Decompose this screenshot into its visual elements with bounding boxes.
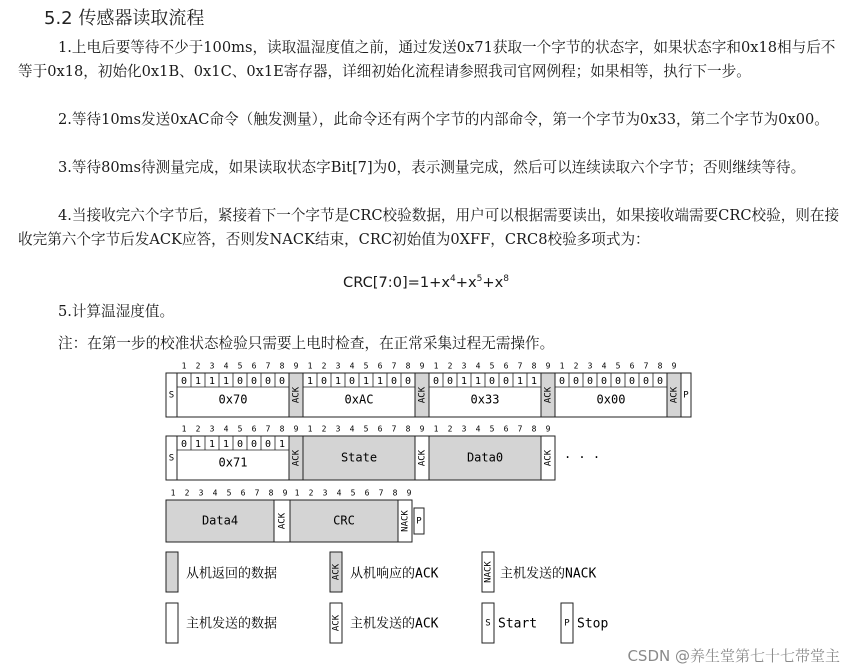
formula-exp-2: 5: [476, 274, 483, 285]
row3-byte-0-bit-7: 7: [254, 488, 260, 498]
legend-master-ack-label: 主机发送的ACK: [350, 616, 439, 632]
row3-byte-0-label: Data4: [201, 513, 239, 528]
row1-byte-2-bit-value: 0: [488, 376, 496, 387]
row1-byte-3-ack-label: ACK: [669, 386, 680, 404]
row1-byte-2-bit-value: 1: [530, 376, 538, 387]
row3-byte-0-bit-9: 9: [282, 488, 288, 498]
row2-byte-0-bit-value: 1: [222, 439, 230, 450]
row1-byte-2-label: 0x33: [470, 392, 500, 407]
row2-byte-1-bit-7: 7: [391, 424, 397, 434]
row2-byte-2-bit-2: 2: [447, 424, 453, 434]
row1-byte-2-bit-9: 9: [545, 361, 551, 371]
row1-byte-0-bit-value: 1: [194, 376, 202, 387]
row1-byte-1-label: 0xAC: [344, 392, 374, 407]
row3-byte-1-bit-6: 6: [364, 488, 370, 498]
row1-byte-3-bit-value: 0: [558, 376, 566, 387]
legend-master-nack-label: 主机发送的NACK: [500, 566, 597, 582]
row1-byte-2-bit-value: 1: [474, 376, 482, 387]
row2-byte-1-bit-2: 2: [321, 424, 327, 434]
formula-exp-1: 4: [450, 274, 456, 285]
row2-byte-0-bit-1: 1: [181, 424, 187, 434]
formula-exp-3: 8: [503, 274, 509, 285]
formula-term-2: +x: [455, 274, 477, 291]
row1-byte-0-bit-5: 5: [237, 361, 243, 371]
row1-byte-2-bit-4: 4: [475, 361, 481, 371]
row1-byte-0-bit-2: 2: [195, 361, 201, 371]
row3-byte-1-bit-3: 3: [322, 488, 328, 498]
row1-byte-1-bit-8: 8: [405, 361, 411, 371]
row2-byte-0-bit-4: 4: [223, 424, 229, 434]
row2-ellipsis: · · ·: [563, 450, 601, 465]
row3-byte-0-bit-4: 4: [212, 488, 218, 498]
row3-byte-1-label: CRC: [333, 513, 355, 528]
row1-byte-3-bit-value: 0: [572, 376, 580, 387]
row3-byte-0-bit-8: 8: [268, 488, 274, 498]
row2-byte-0-bit-7: 7: [265, 424, 271, 434]
row1-byte-2-bit-value: 0: [446, 376, 454, 387]
row1-byte-1-bit-3: 3: [335, 361, 341, 371]
row1-byte-0-bit-7: 7: [265, 361, 271, 371]
row1-byte-1-bit-value: 0: [404, 376, 412, 387]
row2-start-symbol: S: [168, 453, 175, 464]
row1-byte-2-bit-value: 1: [516, 376, 524, 387]
row2-byte-1-label: State: [340, 450, 378, 465]
row2-byte-1-bit-4: 4: [349, 424, 355, 434]
row1-byte-0-bit-1: 1: [181, 361, 187, 371]
row1-byte-3-bit-7: 7: [643, 361, 649, 371]
row1-byte-3-bit-5: 5: [615, 361, 621, 371]
row1-byte-2-bit-5: 5: [489, 361, 495, 371]
row3-nack-label: NACK: [400, 510, 411, 532]
row2-byte-0-bit-value: 0: [236, 439, 244, 450]
legend-slave-ack-swatch-label: ACK: [331, 563, 342, 581]
row1-byte-3-bit-1: 1: [559, 361, 565, 371]
paragraph-step-4: 4.当接收完六个字节后，紧接着下一个字节是CRC校验数据，用户可以根据需要读出，如果接收端需要CRC校验，则在接收完第六个字节后发ACK应答，否则发NACK结束，CRC初始值为0XFF，CRC8校验多项式为：: [18, 207, 840, 248]
row1-byte-1-bit-value: 1: [376, 376, 384, 387]
row1-byte-1-bit-9: 9: [419, 361, 425, 371]
row1-byte-1-bit-value: 0: [320, 376, 328, 387]
row1-byte-2-bit-value: 0: [432, 376, 440, 387]
row2-byte-1-bit-6: 6: [377, 424, 383, 434]
row1-byte-0-ack-label: ACK: [291, 386, 302, 404]
row3-byte-1-bit-4: 4: [336, 488, 342, 498]
legend-slave-ack-label: 从机响应的ACK: [350, 566, 439, 582]
row1-byte-1-bit-value: 0: [390, 376, 398, 387]
row1-byte-3-bit-6: 6: [629, 361, 635, 371]
row2-byte-2-bit-3: 3: [461, 424, 467, 434]
row1-byte-0-bit-6: 6: [251, 361, 257, 371]
row1-stop-symbol: P: [683, 390, 689, 401]
row2-byte-1-bit-3: 3: [335, 424, 341, 434]
row1-byte-0-bit-value: 0: [278, 376, 286, 387]
row1-byte-1-bit-5: 5: [363, 361, 369, 371]
paragraph-step-3: 3.等待80ms待测量完成，如果读取状态字Bit[7]为0，表示测量完成，然后可以连续读取六个字节；否则继续等待。: [58, 159, 806, 176]
formula-term-3: +x: [482, 274, 504, 291]
row2-byte-0-bit-value: 0: [264, 439, 272, 450]
row1-byte-1-bit-value: 0: [348, 376, 356, 387]
row1-byte-0-bit-value: 0: [180, 376, 188, 387]
legend-stop-label: Stop: [577, 616, 609, 632]
row2-byte-2-bit-4: 4: [475, 424, 481, 434]
row1-byte-2-bit-1: 1: [433, 361, 439, 371]
row2-byte-0-bit-3: 3: [209, 424, 215, 434]
row1-byte-2-ack-label: ACK: [543, 386, 554, 404]
row2-byte-0-bit-value: 0: [250, 439, 258, 450]
row3-byte-1-bit-1: 1: [294, 488, 300, 498]
section-title: 5.2 传感器读取流程: [44, 8, 205, 29]
row1-byte-3-bit-4: 4: [601, 361, 607, 371]
row1-byte-0-bit-value: 0: [264, 376, 272, 387]
row1-byte-1-bit-value: 1: [362, 376, 370, 387]
row1-byte-3-bit-3: 3: [587, 361, 593, 371]
row3-byte-1-bit-5: 5: [350, 488, 356, 498]
row1-byte-0-bit-value: 0: [250, 376, 258, 387]
row1-byte-0-bit-8: 8: [279, 361, 285, 371]
legend-master-data-swatch: [166, 603, 178, 643]
paragraph-step-5: 5.计算温湿度值。: [58, 303, 175, 320]
row2-byte-2-bit-9: 9: [545, 424, 551, 434]
paragraph-step-2: 2.等待10ms发送0xAC命令（触发测量），此命令还有两个字节的内部命令，第一个字节为0x33，第二个字节为0x00。: [58, 111, 829, 128]
row1-byte-0-bit-9: 9: [293, 361, 299, 371]
row1-byte-3-bit-value: 0: [614, 376, 622, 387]
row1-byte-2-bit-value: 1: [460, 376, 468, 387]
legend-stop-symbol: P: [564, 618, 570, 629]
row1-byte-0-bit-value: 1: [222, 376, 230, 387]
row1-byte-3-bit-value: 0: [642, 376, 650, 387]
row1-byte-3-bit-value: 0: [628, 376, 636, 387]
row2-byte-0-bit-2: 2: [195, 424, 201, 434]
row1-byte-1-bit-value: 1: [334, 376, 342, 387]
row2-byte-1-ack-label: ACK: [417, 449, 428, 467]
row3-byte-0-bit-5: 5: [226, 488, 232, 498]
watermark: CSDN @养生堂第七十七带堂主: [627, 647, 840, 665]
row2-byte-0-ack-label: ACK: [291, 449, 302, 467]
row1-byte-0-bit-value: 1: [208, 376, 216, 387]
row2-byte-0-bit-value: 0: [180, 439, 188, 450]
row2-byte-2-label: Data0: [466, 450, 504, 465]
row1-byte-2-bit-2: 2: [447, 361, 453, 371]
row1-byte-2-bit-8: 8: [531, 361, 537, 371]
row1-byte-1-bit-value: 1: [306, 376, 314, 387]
formula-base: CRC[7:0]=1+x: [343, 274, 451, 291]
row1-byte-2-bit-6: 6: [503, 361, 509, 371]
row3-byte-1-bit-7: 7: [378, 488, 384, 498]
row1-byte-1-bit-4: 4: [349, 361, 355, 371]
row1-byte-1-bit-2: 2: [321, 361, 327, 371]
legend-start-symbol: S: [485, 618, 491, 629]
legend-slave-data-label: 从机返回的数据: [186, 566, 278, 582]
row2-byte-0-bit-value: 1: [208, 439, 216, 450]
row1-byte-3-bit-value: 0: [656, 376, 664, 387]
row1-byte-2-bit-3: 3: [461, 361, 467, 371]
row2-byte-2-bit-6: 6: [503, 424, 509, 434]
row3-byte-0-bit-2: 2: [184, 488, 190, 498]
row2-byte-2-bit-7: 7: [517, 424, 523, 434]
row2-byte-1-bit-8: 8: [405, 424, 411, 434]
row1-byte-0-bit-4: 4: [223, 361, 229, 371]
paragraph-step-1: 1.上电后要等待不少于100ms，读取温湿度值之前，通过发送0x71获取一个字节的状态字，如果状态字和0x18相与后不等于0x18，初始化0x1B、0x1C、0x1E寄存器，详细初始化流程请参照我司官网例程；如果相等，执行下一步。: [18, 39, 836, 80]
row3-byte-1-bit-8: 8: [392, 488, 398, 498]
row2-byte-0-bit-9: 9: [293, 424, 299, 434]
row2-byte-2-ack-label: ACK: [543, 449, 554, 467]
legend-master-ack-swatch-label: ACK: [331, 614, 342, 632]
row2-byte-1-bit-1: 1: [307, 424, 313, 434]
row1-start-symbol: S: [168, 390, 175, 401]
row3-byte-1-bit-2: 2: [308, 488, 314, 498]
row1-byte-2-bit-7: 7: [517, 361, 523, 371]
row1-byte-3-bit-2: 2: [573, 361, 579, 371]
row1-byte-0-bit-value: 0: [236, 376, 244, 387]
row3-stop-symbol: P: [416, 516, 422, 527]
legend-master-nack-swatch-label: NACK: [483, 561, 494, 583]
row3-byte-0-bit-3: 3: [198, 488, 204, 498]
row2-byte-0-bit-8: 8: [279, 424, 285, 434]
note-text: 注：在第一步的校准状态检验只需要上电时检查，在正常采集过程无需操作。: [58, 335, 555, 352]
row2-byte-1-bit-5: 5: [363, 424, 369, 434]
row3-byte-0-ack-label: ACK: [277, 512, 288, 530]
row1-byte-3-bit-9: 9: [671, 361, 677, 371]
legend-start-label: Start: [498, 616, 538, 632]
row1-byte-3-bit-value: 0: [600, 376, 608, 387]
row2-byte-0-bit-5: 5: [237, 424, 243, 434]
row1-byte-3-bit-value: 0: [586, 376, 594, 387]
row1-byte-2-bit-value: 0: [502, 376, 510, 387]
row2-byte-0-bit-value: 1: [278, 439, 286, 450]
row3-byte-1-bit-9: 9: [406, 488, 412, 498]
row2-byte-0-bit-6: 6: [251, 424, 257, 434]
legend-slave-data-swatch: [166, 552, 178, 592]
row1-byte-1-ack-label: ACK: [417, 386, 428, 404]
row2-byte-2-bit-5: 5: [489, 424, 495, 434]
row2-byte-1-bit-9: 9: [419, 424, 425, 434]
row2-byte-2-bit-8: 8: [531, 424, 537, 434]
row1-byte-1-bit-6: 6: [377, 361, 383, 371]
row2-byte-0-label: 0x71: [218, 455, 248, 470]
row1-byte-3-bit-8: 8: [657, 361, 663, 371]
row3-byte-0-bit-1: 1: [170, 488, 176, 498]
row1-byte-0-bit-3: 3: [209, 361, 215, 371]
row1-byte-1-bit-1: 1: [307, 361, 313, 371]
row1-byte-0-label: 0x70: [218, 392, 248, 407]
row3-byte-0-bit-6: 6: [240, 488, 246, 498]
row2-byte-2-bit-1: 1: [433, 424, 439, 434]
row1-byte-1-bit-7: 7: [391, 361, 397, 371]
row1-byte-3-label: 0x00: [596, 392, 626, 407]
row2-byte-0-bit-value: 1: [194, 439, 202, 450]
legend-master-data-label: 主机发送的数据: [186, 616, 278, 632]
